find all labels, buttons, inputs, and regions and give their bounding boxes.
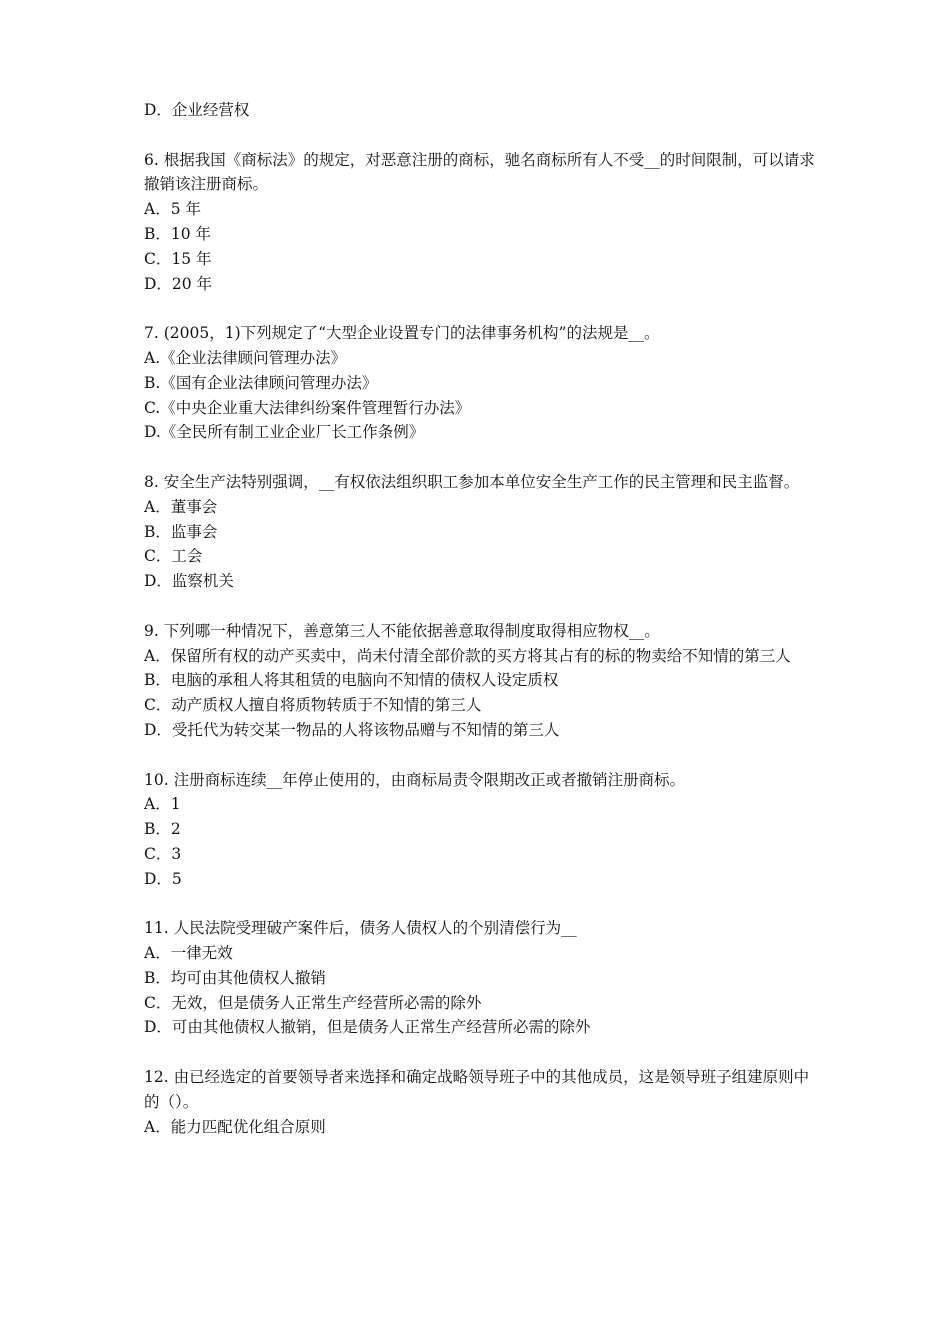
option-a: A．5 年: [144, 200, 201, 219]
option-b: B．2: [144, 820, 181, 839]
option-c: C.《中央企业重大法律纠纷案件管理暂行办法》: [144, 398, 471, 417]
question-stem: 6. 根据我国《商标法》的规定，对恶意注册的商标，驰名商标所有人不受__的时间限制，可以请求撤销该注册商标。: [144, 150, 815, 194]
document-page: [144, 98, 824, 1139]
question-8: [144, 470, 824, 594]
option-d: D．5: [144, 869, 182, 888]
question-6: [144, 148, 824, 297]
question-7: [144, 321, 824, 445]
question-stem: 11. 人民法院受理破产案件后，债务人债权人的个别清偿行为__: [144, 919, 577, 938]
option-c: C．3: [144, 844, 182, 863]
option-b: B．电脑的承租人将其租赁的电脑向不知情的债权人设定质权: [144, 671, 559, 690]
question-11: [144, 916, 824, 1040]
question-stem: 8. 安全生产法特别强调，__有权依法组织职工参加本单位安全生产工作的民主管理和民主监督。: [144, 472, 800, 491]
option-d: D．可由其他债权人撤销，但是债务人正常生产经营所必需的除外: [144, 1018, 591, 1037]
leading-option: D．企业经营权: [144, 101, 250, 119]
option-b: B．监事会: [144, 522, 218, 541]
option-a: A．能力匹配优化组合原则: [144, 1117, 326, 1136]
option-d: D．20 年: [144, 274, 213, 293]
option-c: C．15 年: [144, 249, 212, 268]
option-d: D.《全民所有制工业企业厂长工作条例》: [144, 423, 425, 442]
option-c: C．无效，但是债务人正常生产经营所必需的除外: [144, 993, 482, 1012]
option-b: B．10 年: [144, 224, 212, 243]
option-d: D．监察机关: [144, 572, 234, 591]
question-stem: 7. (2005，1)下列规定了“大型企业设置专门的法律事务机构”的法规是__。: [144, 324, 660, 343]
question-stem: 10. 注册商标连续__年停止使用的，由商标局责令限期改正或者撤销注册商标。: [144, 770, 686, 789]
question-10: [144, 768, 824, 892]
option-a: A．董事会: [144, 497, 218, 516]
option-a: A．1: [144, 795, 181, 814]
question-stem: 9. 下列哪一种情况下，善意第三人不能依据善意取得制度取得相应物权__。: [144, 621, 660, 640]
option-c: C．工会: [144, 547, 203, 566]
option-a: A．一律无效: [144, 944, 233, 963]
question-9: [144, 619, 824, 743]
option-b: B.《国有企业法律顾问管理办法》: [144, 373, 378, 392]
option-a: A.《企业法律顾问管理办法》: [144, 348, 347, 367]
option-a: A．保留所有权的动产买卖中，尚未付清全部价款的买方将其占有的标的物卖给不知情的第三人: [144, 646, 791, 665]
option-b: B．均可由其他债权人撤销: [144, 968, 326, 987]
question-12: [144, 1065, 824, 1139]
option-c: C．动产质权人擅自将质物转质于不知情的第三人: [144, 696, 482, 715]
option-d: D．受托代为转交某一物品的人将该物品赠与不知情的第三人: [144, 720, 560, 739]
question-stem: 12. 由已经选定的首要领导者来选择和确定战略领导班子中的其他成员，这是领导班子组建原则中的（）。: [144, 1068, 810, 1111]
